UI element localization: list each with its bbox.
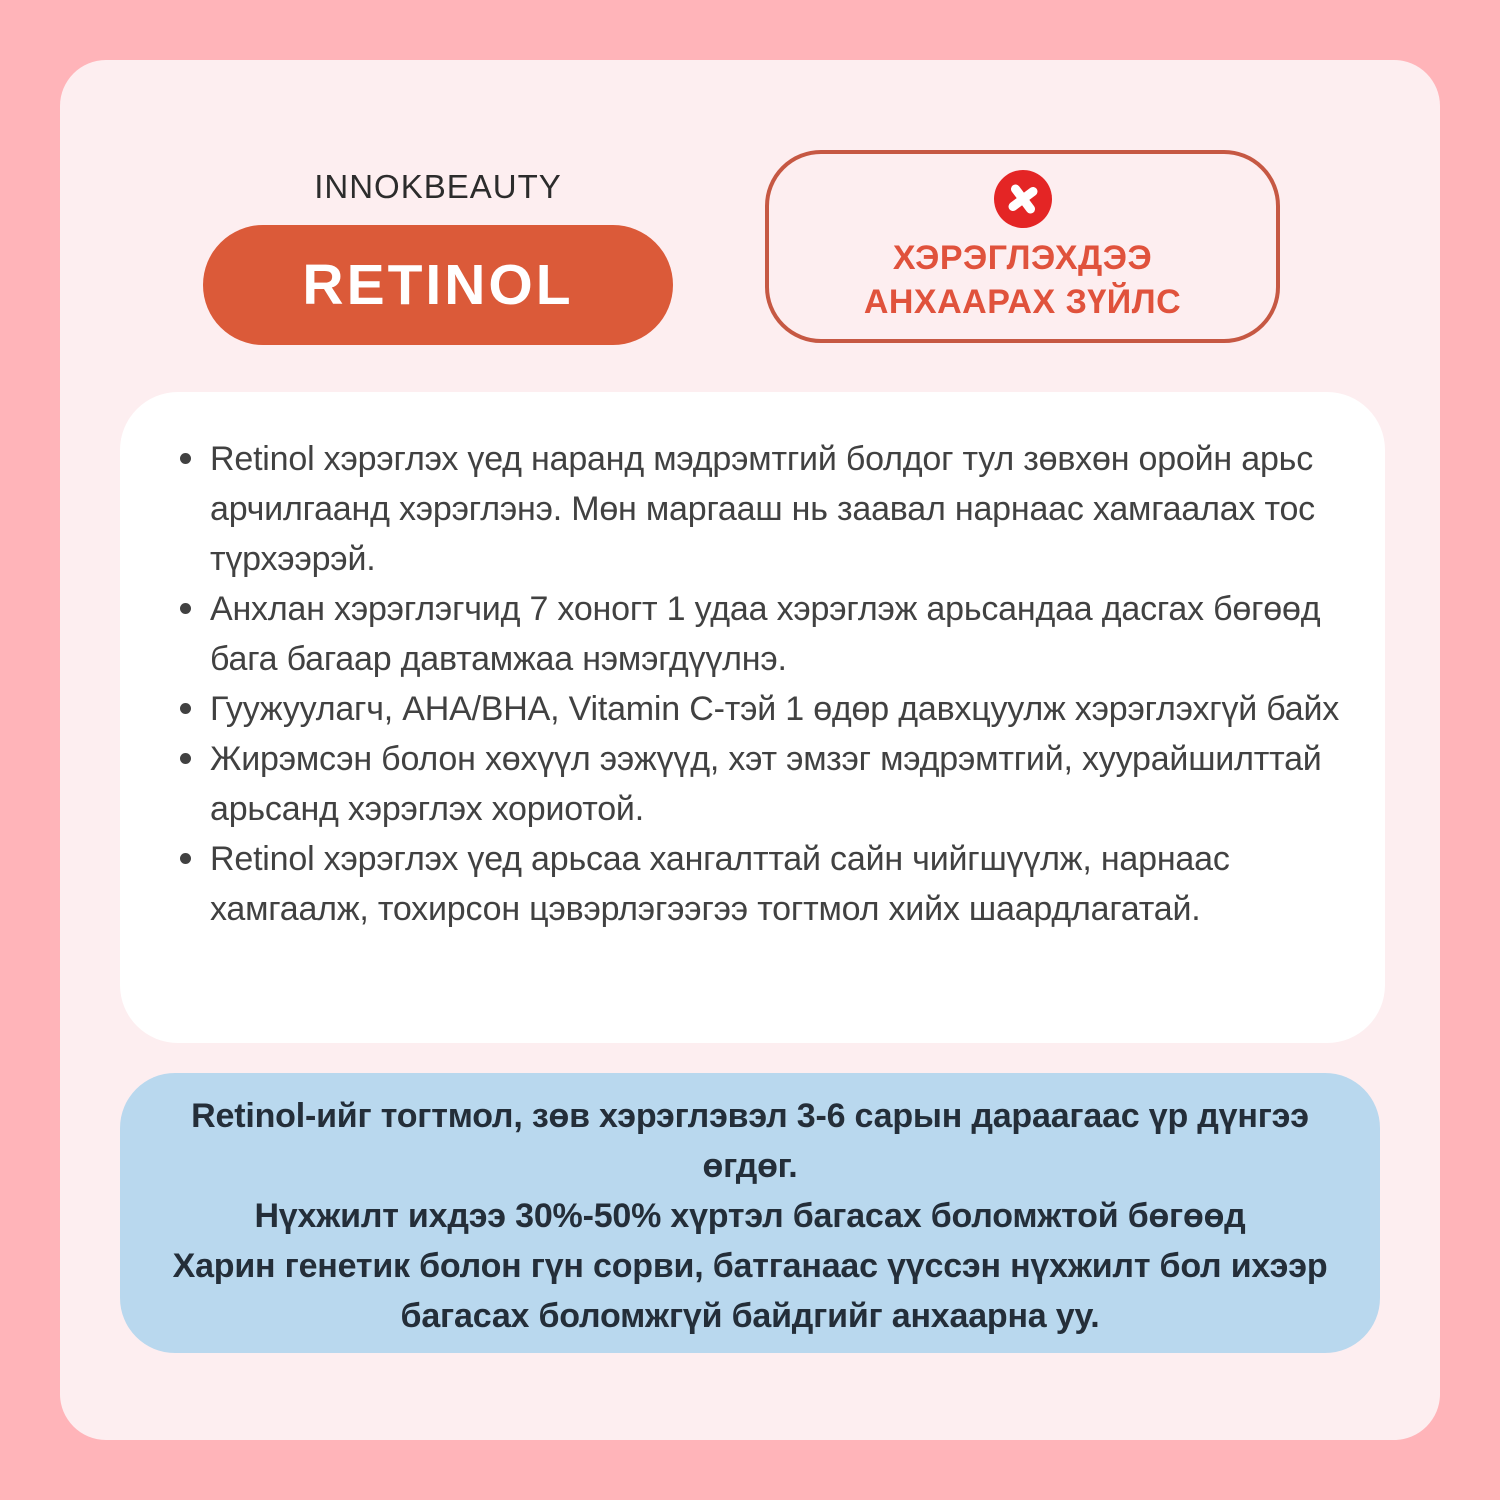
warning-item: Retinol хэрэглэх үед наранд мэдрэмтгий болдог тул зөвхөн оройн арьс арчилгаанд хэрэглэнэ. Мөн маргааш нь заавал нарнаас хамгаалах тос түрхээрэй. — [178, 434, 1351, 584]
warning-item: Анхлан хэрэглэгчид 7 хоногт 1 удаа хэрэглэж арьсандаа дасгах бөгөөд бага багаар давтамжаа нэмэгдүүлнэ. — [178, 584, 1351, 684]
caution-badge-line1: ХЭРЭГЛЭХДЭЭ — [892, 239, 1153, 277]
caution-badge — [765, 150, 1280, 343]
result-note-box — [120, 1073, 1380, 1353]
result-note-line: Нүхжилт ихдээ 30%-50% хүртэл багасах боломжтой бөгөөд — [254, 1197, 1246, 1235]
caution-badge-line2: АНХААРАХ ЗҮЙЛС — [863, 283, 1182, 321]
title-pill — [203, 225, 673, 345]
page-title: RETINOL — [302, 253, 574, 317]
warning-item: Retinol хэрэглэх үед арьсаа хангалттай сайн чийгшүүлж, нарнаас хамгаалж, тохирсон цэвэрлэгээгээ тогтмол хийх шаардлагатай. — [178, 834, 1351, 934]
x-circle-icon — [990, 166, 1056, 232]
result-note-line: Retinol-ийг тогтмол, зөв хэрэглэвэл 3-6 сарын дараагаас үр дүнгээ өгдөг. — [191, 1097, 1309, 1185]
warning-item: Жирэмсэн болон хөхүүл ээжүүд, хэт эмзэг мэдрэмтгий, хуурайшилттай арьсанд хэрэглэх хориотой. — [178, 734, 1351, 834]
warnings-list — [178, 434, 1351, 934]
caution-badge-label — [864, 236, 1181, 324]
warnings-card — [120, 392, 1385, 1043]
warning-item: Гуужуулагч, AHA/BHA, Vitamin C-тэй 1 өдөр давхцуулж хэрэглэхгүй байх — [178, 684, 1351, 734]
brand-name: INNOKBEAUTY — [314, 168, 562, 205]
result-note-line: Харин генетик болон гүн сорви, батганаас үүссэн нүхжилт бол ихээр багасах боломжгүй байдгийг анхаарна уу. — [172, 1247, 1328, 1335]
